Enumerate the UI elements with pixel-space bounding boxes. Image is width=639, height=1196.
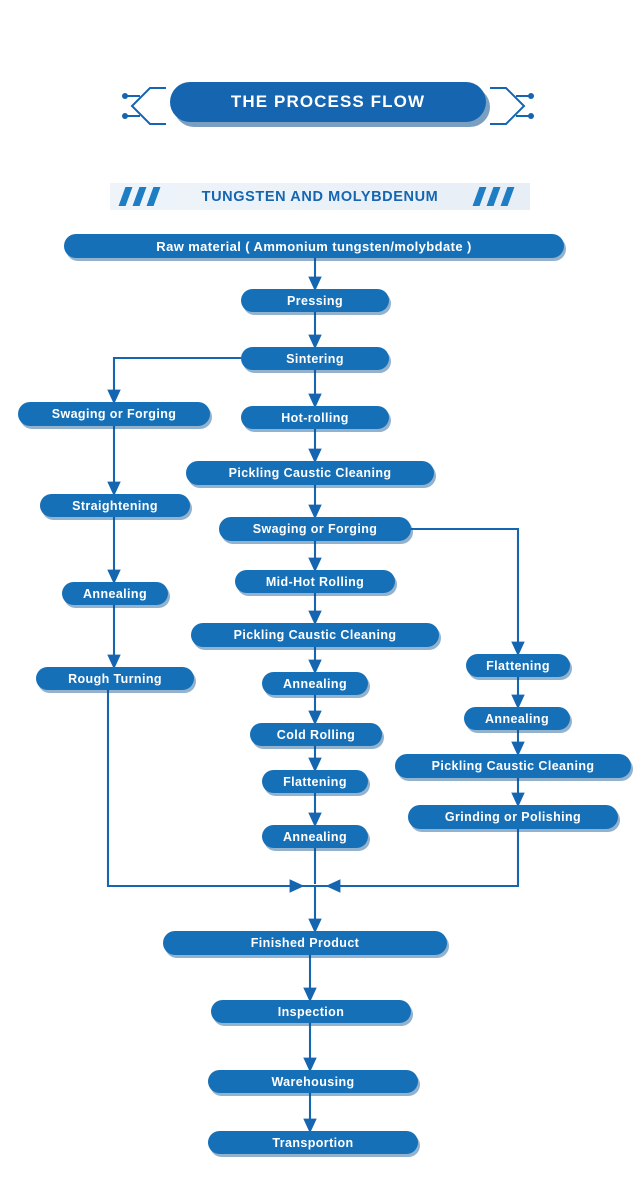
flow-node-label: Cold Rolling	[276, 727, 356, 742]
flow-node-label: Pickling Caustic Cleaning	[233, 628, 397, 642]
flow-node-label: Finished Product	[250, 936, 360, 950]
page-title-text: THE PROCESS FLOW	[230, 92, 426, 111]
flow-node-transportion	[208, 1131, 418, 1154]
flow-node-pickling3	[395, 754, 631, 778]
flow-node-label: Sintering	[286, 351, 344, 366]
flow-node-label: Warehousing	[271, 1074, 355, 1089]
flow-node-grinding	[408, 805, 618, 829]
flow-node-coldrolling	[250, 723, 382, 746]
flow-node-label: Mid-Hot Rolling	[265, 574, 365, 589]
flow-node-pickling2	[191, 623, 439, 647]
flow-node-swaging2	[219, 517, 411, 541]
flow-node-label: Annealing	[282, 676, 348, 691]
flow-node-label: Flattening	[486, 658, 550, 673]
flow-node-annealing3	[464, 707, 570, 730]
flow-node-label: Annealing	[484, 711, 550, 726]
flow-node-warehousing	[208, 1070, 418, 1093]
flow-node-label: Rough Turning	[68, 671, 162, 686]
subtitle-text: TUNGSTEN AND MOLYBDENUM	[201, 188, 439, 205]
flow-node-raw	[64, 234, 564, 258]
flow-node-finished	[163, 931, 447, 955]
flow-node-flattening1	[466, 654, 570, 677]
flow-node-flattening2	[262, 770, 368, 793]
flow-node-label: Annealing	[82, 586, 148, 601]
flow-node-swaging1	[18, 402, 210, 426]
flow-node-sintering	[241, 347, 389, 370]
subtitle-banner	[110, 183, 530, 210]
flow-node-midhot	[235, 570, 395, 593]
flow-node-label: Annealing	[282, 829, 348, 844]
flow-node-label: Straightening	[72, 498, 158, 513]
flow-node-label: Pressing	[286, 293, 343, 308]
flow-node-label: Pickling Caustic Cleaning	[228, 466, 392, 480]
flow-node-straighten	[40, 494, 190, 517]
flow-node-label: Swaging or Forging	[252, 522, 378, 536]
flow-node-roughturn	[36, 667, 194, 690]
flow-node-annealing1	[62, 582, 168, 605]
flow-node-annealing4	[262, 825, 368, 848]
flow-node-inspection	[211, 1000, 411, 1023]
flow-node-label: Raw material ( Ammonium tungsten/molybdate )	[156, 238, 472, 254]
flow-node-annealing2	[262, 672, 368, 695]
flow-node-hotrolling	[241, 406, 389, 429]
flow-node-label: Transportion	[272, 1135, 354, 1150]
flow-node-label: Flattening	[283, 774, 347, 789]
title-banner	[0, 82, 639, 130]
flow-node-label: Pickling Caustic Cleaning	[431, 759, 595, 773]
flow-node-label: Inspection	[277, 1004, 345, 1019]
page-title	[170, 82, 486, 122]
flow-node-label: Grinding or Polishing	[444, 810, 582, 824]
flow-node-label: Swaging or Forging	[51, 407, 177, 421]
flow-node-pressing	[241, 289, 389, 312]
flow-node-label: Hot-rolling	[281, 410, 349, 425]
flow-node-pickling1	[186, 461, 434, 485]
